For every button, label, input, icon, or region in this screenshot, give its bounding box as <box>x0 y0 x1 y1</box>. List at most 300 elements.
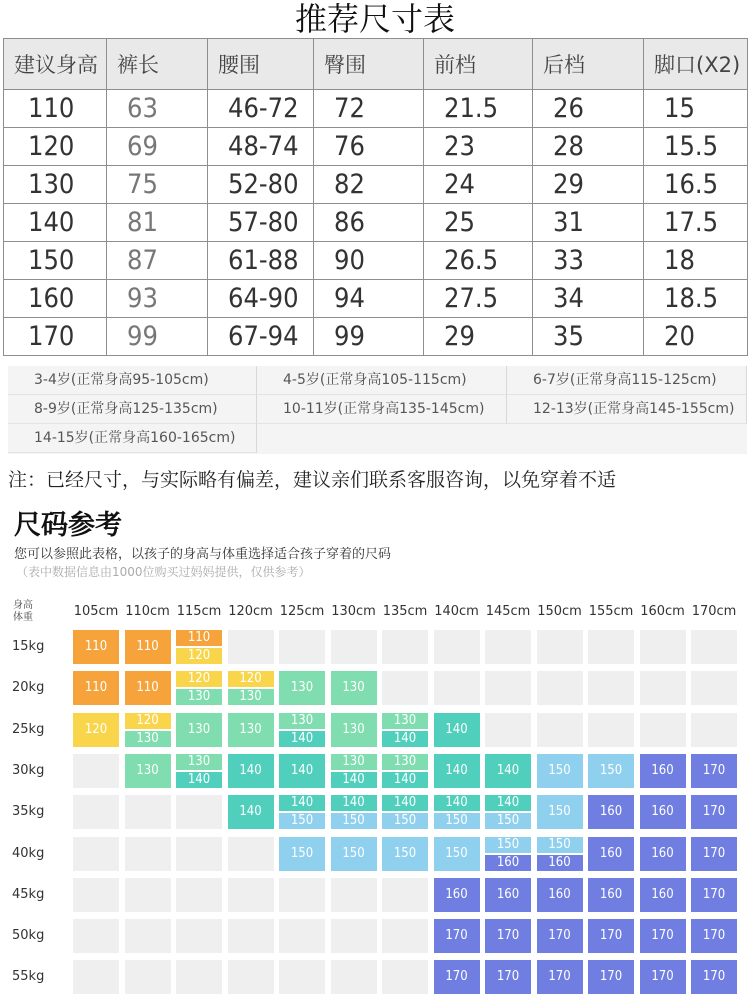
empty-cell <box>537 671 583 705</box>
size-cell <box>73 671 119 705</box>
empty-cell <box>73 754 119 788</box>
empty-cell <box>382 919 428 953</box>
size-label: 160 <box>651 845 674 861</box>
size-label: 150 <box>537 837 583 853</box>
height-column-label: 115cm <box>176 604 222 619</box>
size-label: 150 <box>599 762 623 778</box>
column-header: 后档 <box>533 39 644 90</box>
size-label: 170 <box>702 804 726 820</box>
size-cell <box>537 919 583 953</box>
size-cell <box>331 837 377 871</box>
height-column-label: 105cm <box>73 604 119 619</box>
weight-row-label: 15kg <box>12 639 45 654</box>
table-cell: 61-88 <box>208 242 314 280</box>
size-cell <box>73 630 119 664</box>
age-range-cell: 12-13岁(正常身高145-155cm) <box>507 395 747 424</box>
size-cell <box>331 713 377 747</box>
size-label: 120 <box>125 713 171 729</box>
size-cell <box>125 713 171 747</box>
size-cell <box>382 837 428 871</box>
empty-cell <box>176 878 222 912</box>
column-header: 建议身高 <box>4 39 107 90</box>
table-row <box>4 280 748 318</box>
size-cell <box>125 754 171 788</box>
table-row <box>4 90 748 128</box>
size-cell <box>228 795 274 829</box>
table-cell: 82 <box>314 166 424 204</box>
height-column-label: 135cm <box>382 604 428 619</box>
empty-cell <box>176 919 222 953</box>
size-label: 140 <box>382 772 428 788</box>
size-cell <box>485 878 531 912</box>
size-label: 170 <box>702 886 726 902</box>
size-label: 170 <box>651 928 674 944</box>
size-label: 130 <box>239 721 262 737</box>
height-column-label: 120cm <box>228 604 273 619</box>
size-cell <box>73 713 119 747</box>
size-cell <box>279 795 325 829</box>
empty-cell <box>331 630 377 664</box>
size-cell <box>176 713 222 747</box>
empty-cell <box>691 713 737 747</box>
empty-cell <box>331 919 377 953</box>
size-label: 150 <box>434 813 480 829</box>
empty-cell <box>279 878 325 912</box>
size-cell <box>691 754 737 788</box>
size-label: 170 <box>702 969 726 985</box>
table-cell: 81 <box>107 204 208 242</box>
size-label: 150 <box>485 837 531 853</box>
table-cell: 52-80 <box>208 166 314 204</box>
weight-row-label: 35kg <box>12 804 45 820</box>
size-cell <box>588 795 634 829</box>
size-label: 170 <box>445 969 468 985</box>
size-cell <box>434 878 480 912</box>
height-column-label: 160cm <box>640 604 685 619</box>
table-cell: 94 <box>314 280 424 318</box>
table-cell: 87 <box>107 242 208 280</box>
size-label: 170 <box>702 845 726 861</box>
column-header: 裤长 <box>107 39 208 90</box>
table-cell: 15 <box>644 90 748 128</box>
axis-corner-label <box>13 600 33 624</box>
size-label: 130 <box>382 754 428 770</box>
table-cell: 35 <box>533 318 644 356</box>
size-cell <box>691 837 737 871</box>
height-column-label: 130cm <box>331 604 376 619</box>
size-cell <box>434 795 480 829</box>
size-label: 150 <box>445 845 468 861</box>
size-label: 160 <box>548 886 571 902</box>
weight-row-label: 55kg <box>12 969 45 985</box>
empty-cell <box>331 960 377 994</box>
table-row <box>4 204 748 242</box>
size-label: 150 <box>342 845 365 861</box>
empty-cell <box>382 878 428 912</box>
column-header: 前档 <box>424 39 533 90</box>
size-cell <box>537 754 583 788</box>
age-range-cell: 14-15岁(正常身高160-165cm) <box>8 424 257 453</box>
size-label: 130 <box>331 754 377 770</box>
table-cell: 29 <box>424 318 533 356</box>
size-table-body <box>4 90 748 356</box>
size-label: 150 <box>393 845 417 861</box>
size-cell <box>382 713 428 747</box>
table-cell: 57-80 <box>208 204 314 242</box>
table-cell: 26 <box>533 90 644 128</box>
empty-cell <box>228 837 274 871</box>
table-cell: 93 <box>107 280 208 318</box>
size-label: 160 <box>599 804 623 820</box>
size-cell <box>176 671 222 705</box>
size-cell <box>434 713 480 747</box>
size-label: 150 <box>290 845 314 861</box>
table-cell: 33 <box>533 242 644 280</box>
empty-cell <box>537 713 583 747</box>
size-label: 170 <box>496 928 520 944</box>
empty-cell <box>125 795 171 829</box>
size-cell <box>588 837 634 871</box>
size-label: 140 <box>279 731 325 747</box>
size-cell <box>485 754 531 788</box>
empty-cell <box>640 713 686 747</box>
size-cell <box>537 795 583 829</box>
empty-cell <box>125 919 171 953</box>
empty-cell <box>485 713 531 747</box>
size-label: 120 <box>176 671 222 687</box>
size-label: 110 <box>136 639 159 654</box>
table-cell: 15.5 <box>644 128 748 166</box>
size-cell <box>691 795 737 829</box>
empty-cell <box>434 671 480 705</box>
weight-row-label: 45kg <box>12 886 45 902</box>
empty-cell <box>228 630 274 664</box>
table-cell: 24 <box>424 166 533 204</box>
size-cell <box>588 960 634 994</box>
height-column-label: 140cm <box>434 604 479 619</box>
size-label: 110 <box>84 680 108 696</box>
size-table-header <box>4 39 748 90</box>
empty-cell <box>279 960 325 994</box>
empty-cell <box>176 837 222 871</box>
table-cell: 16.5 <box>644 166 748 204</box>
size-label: 170 <box>496 969 520 985</box>
table-cell: 67-94 <box>208 318 314 356</box>
size-label: 140 <box>290 762 314 778</box>
table-cell: 140 <box>4 204 107 242</box>
weight-row-label: 30kg <box>12 762 45 778</box>
size-cell <box>640 754 686 788</box>
weight-row-label: 20kg <box>12 680 45 696</box>
size-cell <box>434 919 480 953</box>
size-label: 140 <box>176 772 222 788</box>
table-cell: 20 <box>644 318 748 356</box>
size-label: 110 <box>176 630 222 646</box>
empty-cell <box>382 630 428 664</box>
size-cell <box>485 960 531 994</box>
size-label: 140 <box>331 772 377 788</box>
column-header: 脚口(X2) <box>644 39 748 90</box>
size-label: 160 <box>651 886 674 902</box>
size-cell <box>434 837 480 871</box>
empty-cell <box>176 960 222 994</box>
height-column-label: 155cm <box>588 604 634 619</box>
table-cell: 18.5 <box>644 280 748 318</box>
size-cell <box>331 754 377 788</box>
empty-cell <box>485 630 531 664</box>
table-cell: 76 <box>314 128 424 166</box>
table-cell: 64-90 <box>208 280 314 318</box>
size-cell <box>434 960 480 994</box>
table-cell: 23 <box>424 128 533 166</box>
empty-cell <box>382 671 428 705</box>
size-label: 160 <box>485 855 531 871</box>
size-cell <box>125 671 171 705</box>
age-range-cell: 3-4岁(正常身高95-105cm) <box>8 366 257 395</box>
size-label: 160 <box>496 886 520 902</box>
table-cell: 160 <box>4 280 107 318</box>
column-header: 臀围 <box>314 39 424 90</box>
size-label: 140 <box>382 731 428 747</box>
empty-cell <box>228 919 274 953</box>
size-label: 170 <box>651 969 674 985</box>
size-label: 160 <box>651 804 674 820</box>
empty-cell <box>588 630 634 664</box>
size-cell <box>640 878 686 912</box>
size-label: 130 <box>176 754 222 770</box>
weight-row-label: 50kg <box>12 928 45 944</box>
size-cell <box>279 671 325 705</box>
age-range-cell: 10-11岁(正常身高135-145cm) <box>257 395 507 424</box>
empty-cell <box>125 960 171 994</box>
size-cell <box>485 919 531 953</box>
empty-cell <box>279 630 325 664</box>
size-cell <box>382 795 428 829</box>
age-range-cell: 4-5岁(正常身高105-115cm) <box>257 366 507 395</box>
size-label: 130 <box>125 731 171 747</box>
size-label: 170 <box>599 928 623 944</box>
size-label: 150 <box>382 813 428 829</box>
size-cell <box>691 878 737 912</box>
height-column-label: 125cm <box>279 604 325 619</box>
table-cell: 27.5 <box>424 280 533 318</box>
height-column-label: 150cm <box>537 604 582 619</box>
empty-cell <box>73 960 119 994</box>
size-label: 160 <box>599 845 623 861</box>
size-cell <box>691 960 737 994</box>
table-cell: 130 <box>4 166 107 204</box>
size-label: 110 <box>84 639 108 654</box>
table-cell: 28 <box>533 128 644 166</box>
size-cell <box>537 960 583 994</box>
size-cell <box>485 837 531 871</box>
size-cell <box>176 754 222 788</box>
axis-label-height: 身高 <box>13 600 33 611</box>
age-range-cell: 8-9岁(正常身高125-135cm) <box>8 395 257 424</box>
size-label: 110 <box>136 680 159 696</box>
empty-cell <box>485 671 531 705</box>
size-cell <box>125 630 171 664</box>
empty-cell <box>279 919 325 953</box>
age-range-cell: 6-7岁(正常身高115-125cm) <box>507 366 747 395</box>
reference-source-note: （表中数据信息由1000位购买过妈妈提供，仅供参考） <box>16 565 311 579</box>
size-label: 120 <box>84 721 108 737</box>
table-cell: 90 <box>314 242 424 280</box>
size-cell <box>228 671 274 705</box>
size-label: 140 <box>382 795 428 811</box>
size-cell <box>279 713 325 747</box>
size-label: 160 <box>599 886 623 902</box>
table-cell: 75 <box>107 166 208 204</box>
empty-cell <box>588 713 634 747</box>
size-cell <box>537 837 583 871</box>
table-row <box>4 166 748 204</box>
size-label: 170 <box>702 928 726 944</box>
size-cell <box>640 919 686 953</box>
empty-cell <box>73 919 119 953</box>
empty-cell <box>691 671 737 705</box>
table-cell: 86 <box>314 204 424 242</box>
empty-cell <box>434 630 480 664</box>
size-table <box>3 38 748 356</box>
height-column-label: 170cm <box>691 604 737 619</box>
size-label: 160 <box>537 855 583 871</box>
empty-cell <box>176 795 222 829</box>
size-label: 130 <box>187 721 211 737</box>
size-cell <box>228 754 274 788</box>
size-cell <box>588 919 634 953</box>
size-label: 130 <box>382 713 428 729</box>
size-label: 140 <box>445 762 468 778</box>
size-cell <box>228 713 274 747</box>
table-cell: 150 <box>4 242 107 280</box>
size-label: 140 <box>331 795 377 811</box>
table-cell: 18 <box>644 242 748 280</box>
size-label: 130 <box>342 721 365 737</box>
size-cell <box>279 754 325 788</box>
size-label: 140 <box>239 804 262 820</box>
height-column-label: 145cm <box>485 604 531 619</box>
weight-row-label: 40kg <box>12 845 45 861</box>
size-label: 160 <box>651 762 674 778</box>
empty-cell <box>73 795 119 829</box>
size-cell <box>640 837 686 871</box>
size-cell <box>588 878 634 912</box>
size-label: 140 <box>279 795 325 811</box>
size-cell <box>434 754 480 788</box>
empty-cell <box>228 878 274 912</box>
weight-row-label: 25kg <box>12 721 45 737</box>
size-cell <box>176 630 222 664</box>
size-label: 120 <box>176 648 222 664</box>
table-row <box>4 318 748 356</box>
size-cell <box>382 754 428 788</box>
size-label: 130 <box>136 762 159 778</box>
size-label: 130 <box>176 689 222 705</box>
height-column-label: 110cm <box>125 604 170 619</box>
size-label: 170 <box>548 928 571 944</box>
size-label: 170 <box>548 969 571 985</box>
size-label: 160 <box>445 886 468 902</box>
table-cell: 46-72 <box>208 90 314 128</box>
size-label: 170 <box>445 928 468 944</box>
size-cell <box>331 671 377 705</box>
size-label: 130 <box>228 689 274 705</box>
empty-cell <box>73 878 119 912</box>
size-label: 140 <box>485 795 531 811</box>
axis-label-weight: 体重 <box>13 612 33 623</box>
size-label: 140 <box>496 762 520 778</box>
table-cell: 69 <box>107 128 208 166</box>
size-label: 140 <box>445 721 468 737</box>
table-cell: 25 <box>424 204 533 242</box>
table-cell: 63 <box>107 90 208 128</box>
column-header: 腰围 <box>208 39 314 90</box>
size-label: 150 <box>279 813 325 829</box>
size-label: 140 <box>434 795 480 811</box>
table-cell: 120 <box>4 128 107 166</box>
table-cell: 17.5 <box>644 204 748 242</box>
size-label: 150 <box>548 762 571 778</box>
table-cell: 29 <box>533 166 644 204</box>
empty-cell <box>125 837 171 871</box>
table-cell: 21.5 <box>424 90 533 128</box>
size-cell <box>485 795 531 829</box>
size-label: 130 <box>279 713 325 729</box>
empty-cell <box>640 671 686 705</box>
reference-title: 尺码参考 <box>14 510 122 541</box>
size-cell <box>640 960 686 994</box>
empty-cell <box>588 671 634 705</box>
size-cell <box>279 837 325 871</box>
size-label: 170 <box>702 762 726 778</box>
size-label: 150 <box>331 813 377 829</box>
empty-cell <box>382 960 428 994</box>
table-cell: 34 <box>533 280 644 318</box>
size-cell <box>537 878 583 912</box>
table-cell: 170 <box>4 318 107 356</box>
table-cell: 31 <box>533 204 644 242</box>
size-label: 150 <box>485 813 531 829</box>
empty-cell <box>125 878 171 912</box>
empty-cell <box>73 837 119 871</box>
table-cell: 99 <box>314 318 424 356</box>
table-cell: 48-74 <box>208 128 314 166</box>
table-cell: 99 <box>107 318 208 356</box>
page-title: 推荐尺寸表 <box>294 0 455 38</box>
size-cell <box>640 795 686 829</box>
size-label: 120 <box>228 671 274 687</box>
table-row <box>4 128 748 166</box>
size-label: 140 <box>239 762 262 778</box>
size-cell <box>588 754 634 788</box>
empty-cell <box>537 630 583 664</box>
table-cell: 26.5 <box>424 242 533 280</box>
size-cell <box>691 919 737 953</box>
size-label: 130 <box>290 680 314 696</box>
size-label: 170 <box>599 969 623 985</box>
table-row <box>4 242 748 280</box>
size-label: 130 <box>342 680 365 696</box>
empty-cell <box>228 960 274 994</box>
size-label: 150 <box>548 804 571 820</box>
reference-subtitle: 您可以参照此表格，以孩子的身高与体重选择适合孩子穿着的尺码 <box>14 547 392 562</box>
table-cell: 110 <box>4 90 107 128</box>
age-range-table <box>8 366 747 454</box>
empty-cell <box>331 878 377 912</box>
empty-cell <box>691 630 737 664</box>
table-cell: 72 <box>314 90 424 128</box>
